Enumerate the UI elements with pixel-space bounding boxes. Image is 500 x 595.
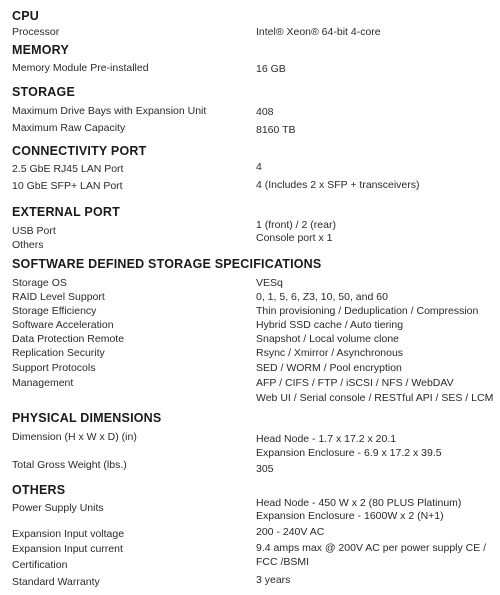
- gross-weight-value: 305: [256, 463, 274, 475]
- management-label: Management: [12, 377, 74, 389]
- storage-os-value: VESq: [256, 277, 283, 289]
- power-supply-value-1: Head Node - 450 W x 2 (80 PLUS Platinum): [256, 497, 462, 509]
- sds-heading: SOFTWARE DEFINED STORAGE SPECIFICATIONS: [12, 257, 322, 271]
- certification-label: Certification: [12, 559, 68, 571]
- input-voltage-label: Expansion Input voltage: [12, 528, 125, 540]
- processor-label: Processor: [12, 26, 60, 38]
- warranty-value: 3 years: [256, 574, 291, 586]
- others-heading: OTHERS: [12, 483, 66, 497]
- sfp-port-label: 10 GbE SFP+ LAN Port: [12, 180, 123, 192]
- memory-module-value: 16 GB: [256, 63, 286, 75]
- memory-module-label: Memory Module Pre-installed: [12, 62, 149, 74]
- management-value-2: Web UI / Serial console / RESTful API / SES / LCM: [256, 392, 494, 404]
- data-protection-value: Snapshot / Local volume clone: [256, 333, 400, 345]
- processor-value: Intel® Xeon® 64-bit 4-core: [256, 26, 381, 38]
- storage-efficiency-label: Storage Efficiency: [12, 305, 97, 317]
- connectivity-heading: CONNECTIVITY PORT: [12, 144, 147, 158]
- sfp-port-value: 4 (Includes 2 x SFP + transceivers): [256, 179, 420, 191]
- cpu-heading: CPU: [12, 9, 39, 23]
- management-value-1: AFP / CIFS / FTP / iSCSI / NFS / WebDAV: [256, 377, 454, 389]
- raid-level-label: RAID Level Support: [12, 291, 105, 303]
- software-acceleration-value: Hybrid SSD cache / Auto tiering: [256, 319, 404, 331]
- certification-value: FCC /BSMI: [256, 556, 310, 568]
- lan-port-value: 4: [256, 161, 262, 173]
- data-protection-label: Data Protection Remote: [12, 333, 125, 345]
- power-supply-value-2: Expansion Enclosure - 1600W x 2 (N+1): [256, 510, 444, 522]
- storage-heading: STORAGE: [12, 85, 75, 99]
- dimension-value-1: Head Node - 1.7 x 17.2 x 20.1: [256, 433, 397, 445]
- support-protocols-value: SED / WORM / Pool encryption: [256, 362, 402, 374]
- dimension-value-2: Expansion Enclosure - 6.9 x 17.2 x 39.5: [256, 447, 442, 459]
- max-drive-bays-value: 408: [256, 106, 274, 118]
- input-current-label: Expansion Input current: [12, 543, 123, 555]
- software-acceleration-label: Software Acceleration: [12, 319, 114, 331]
- input-current-value: 9.4 amps max @ 200V AC per power supply CE /: [256, 542, 487, 554]
- others-port-value: Console port x 1: [256, 232, 333, 244]
- lan-port-label: 2.5 GbE RJ45 LAN Port: [12, 163, 124, 175]
- gross-weight-label: Total Gross Weight (lbs.): [12, 459, 127, 471]
- external-port-heading: EXTERNAL PORT: [12, 205, 120, 219]
- support-protocols-label: Support Protocols: [12, 362, 96, 374]
- usb-port-value: 1 (front) / 2 (rear): [256, 219, 336, 231]
- replication-label: Replication Security: [12, 347, 105, 359]
- others-port-label: Others: [12, 239, 44, 251]
- usb-port-label: USB Port: [12, 225, 56, 237]
- dimension-label: Dimension (H x W x D) (in): [12, 431, 137, 443]
- power-supply-label: Power Supply Units: [12, 502, 104, 514]
- warranty-label: Standard Warranty: [12, 576, 100, 588]
- physical-dimensions-heading: PHYSICAL DIMENSIONS: [12, 411, 162, 425]
- raid-level-value: 0, 1, 5, 6, Z3, 10, 50, and 60: [256, 291, 388, 303]
- replication-value: Rsync / Xmirror / Asynchronous: [256, 347, 404, 359]
- storage-os-label: Storage OS: [12, 277, 67, 289]
- max-raw-capacity-value: 8160 TB: [256, 124, 296, 136]
- input-voltage-value: 200 - 240V AC: [256, 526, 325, 538]
- max-drive-bays-label: Maximum Drive Bays with Expansion Unit: [12, 105, 207, 117]
- max-raw-capacity-label: Maximum Raw Capacity: [12, 122, 126, 134]
- storage-efficiency-value: Thin provisioning / Deduplication / Compression: [256, 305, 479, 317]
- memory-heading: MEMORY: [12, 43, 69, 57]
